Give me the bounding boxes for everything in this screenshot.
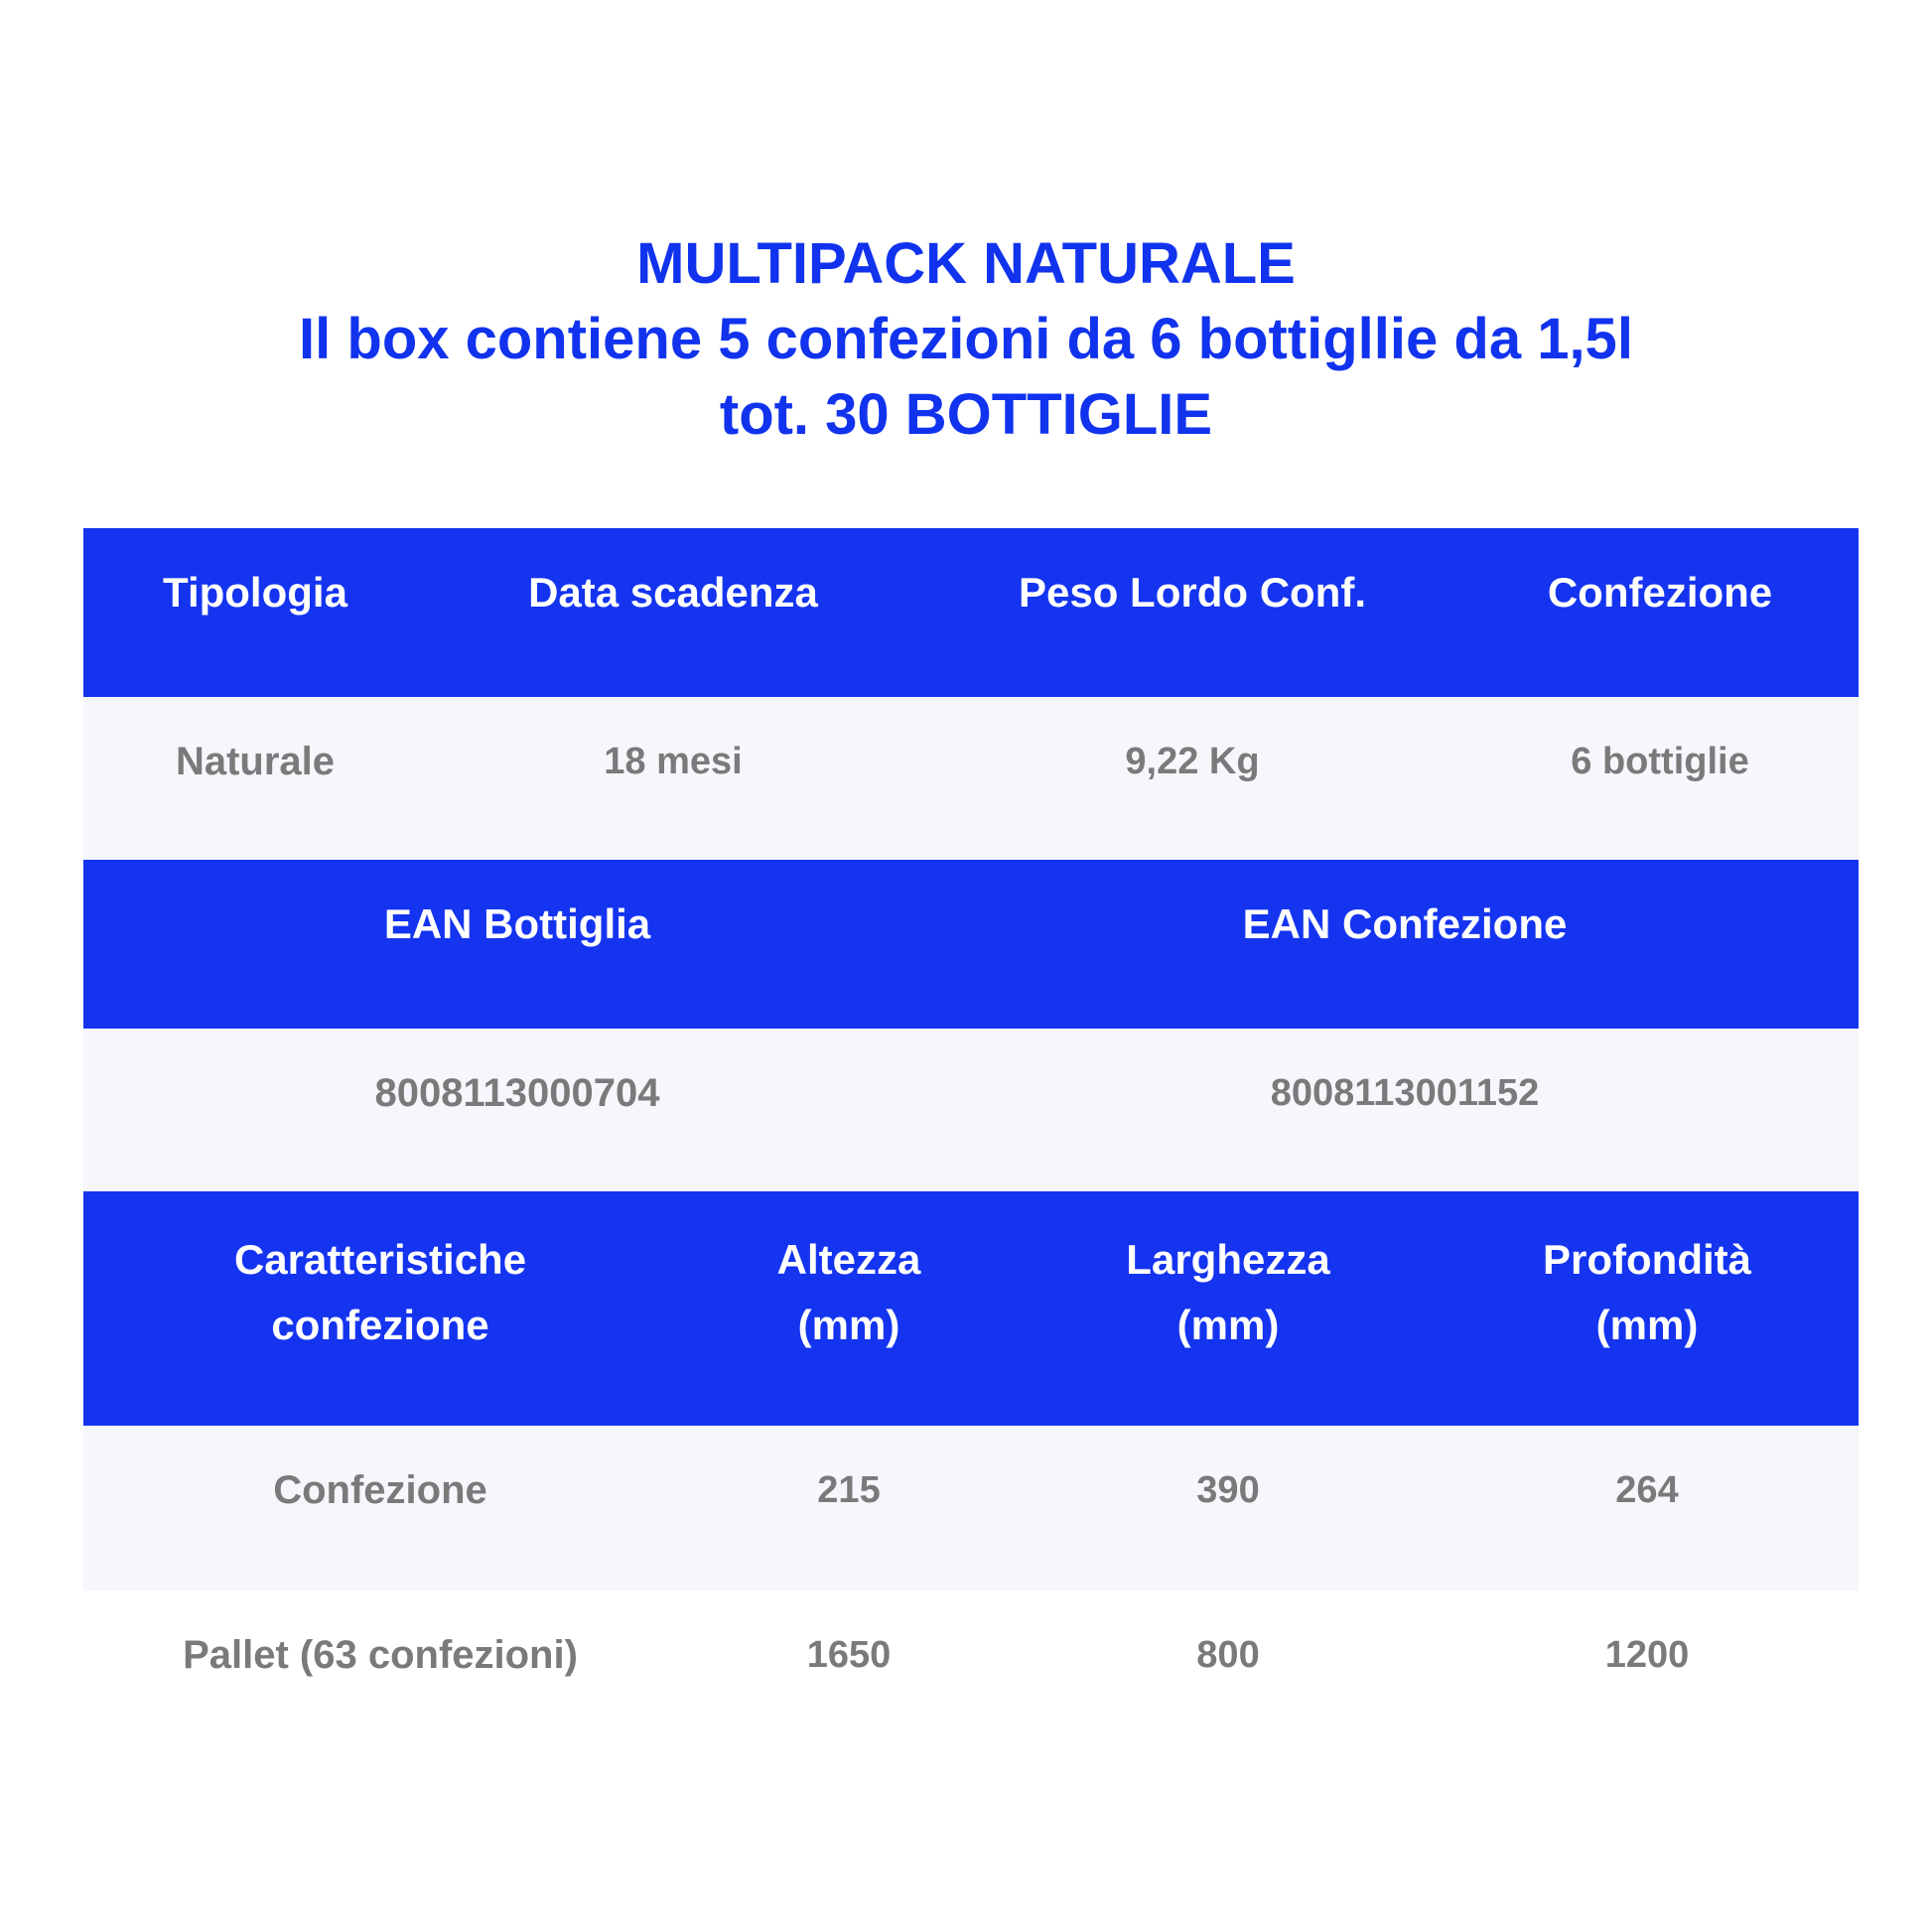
table1-header-row [83,528,1859,697]
title-line-1: MULTIPACK NATURALE [636,231,1296,296]
cell-ean-confezione: 8008113001152 [1270,1072,1540,1114]
header-larghezza-line1: Larghezza [1126,1236,1330,1283]
title-line-2: Il box contiene 5 confezioni da 6 bottigllie da 1,5l [299,307,1633,371]
header-peso-lordo: Peso Lordo Conf. [1019,569,1366,616]
cell-confezione: 6 bottiglie [1571,741,1749,782]
header-altezza [777,1227,921,1358]
header-ean-confezione: EAN Confezione [1242,900,1568,947]
cell-peso-lordo: 9,22 Kg [1125,741,1260,782]
table3-row-pallet [83,1590,1859,1755]
cell-tipologia: Naturale [175,740,336,783]
cell-ean-bottiglia: 8008113000704 [374,1071,660,1115]
header-confezione: Confezione [1547,569,1773,616]
cell-pallet-profondita: 1200 [1604,1634,1690,1676]
header-larghezza [1126,1227,1329,1358]
table2-data-row [83,1029,1859,1191]
header-altezza-line2: (mm) [797,1302,900,1348]
cell-confezione-profondita: 264 [1615,1469,1679,1511]
cell-pallet-larghezza: 800 [1196,1634,1260,1676]
cell-confezione-altezza: 215 [817,1469,881,1511]
header-ean-bottiglia: EAN Bottiglia [383,900,651,947]
cell-data-scadenza: 18 mesi [604,741,743,782]
table1-data-row [83,697,1859,860]
title-line-3: tot. 30 BOTTIGLIE [719,382,1213,447]
header-data-scadenza: Data scadenza [528,569,818,616]
table3-header-row [83,1191,1859,1426]
header-tipologia: Tipologia [163,569,347,616]
header-profondita [1543,1227,1751,1358]
table2-header-row [83,860,1859,1029]
cell-pallet-label: Pallet (63 confezioni) [183,1633,578,1677]
header-larghezza-line2: (mm) [1176,1302,1280,1348]
page-title [0,226,1932,453]
cell-confezione-larghezza: 390 [1196,1469,1260,1511]
header-caratteristiche-line1: Caratteristiche [233,1236,527,1283]
cell-pallet-altezza: 1650 [806,1634,892,1676]
cell-confezione-label: Confezione [273,1468,487,1512]
header-profondita-line2: (mm) [1595,1302,1699,1348]
header-caratteristiche-line2: confezione [271,1302,489,1348]
header-profondita-line1: Profondità [1543,1236,1751,1283]
header-altezza-line1: Altezza [776,1236,921,1283]
header-caratteristiche [234,1227,526,1358]
table3-row-confezione [83,1426,1859,1590]
